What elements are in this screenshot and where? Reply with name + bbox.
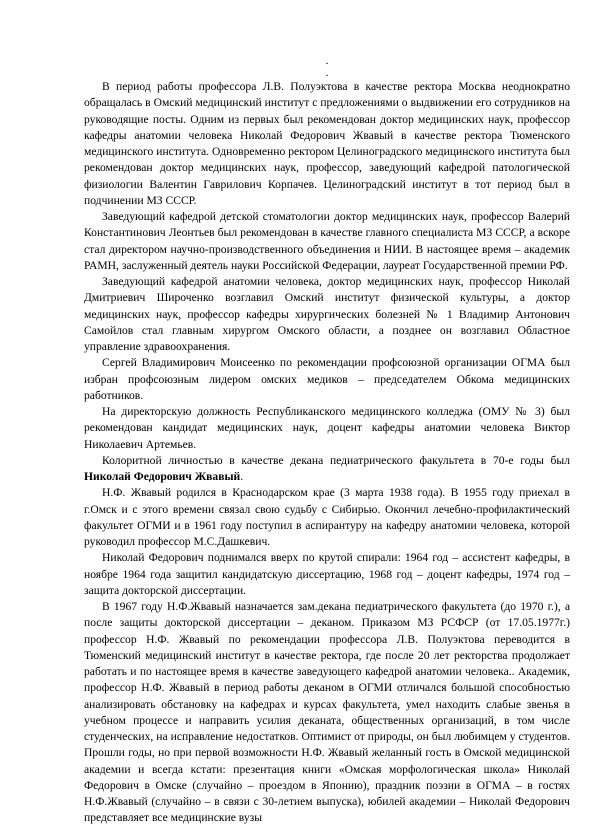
document-page [84,55,570,827]
paragraph-9: В 1967 году Н.Ф.Жвавый назначается зам.декана педиатрического факультета (до 1970 г.), а после защиты докторской диссертации – деканом. Приказом МЗ РСФСР (от 17.05.1977г.) профессор Н.Ф. Жвавый по рекомендации профессора Л.В. Полуэктова переводится в Тюменский медицинский институт в качестве ректора, где после 20 лет ректорства продолжает работать и по настоящее время в качестве заведующего кафедрой анатомии человека.. Академик, профессор Н.Ф. Жвавый в период работы деканом в ОГМИ отличался большой способностью анализировать обстановку на кафедрах и курсах факультета, умел находить слабые звенья в учебном процессе и направить усилия деканата, общественных организаций, в том числе студенческих, на исправление недостатков. Оптимист от природы, он был любимцем у студентов. Прошли годы, но при первой возможности Н.Ф. Жвавый желанный гость в Омской медицинской академии и всегда кстати: презентация книги «Омская морфологическая школа» Николай Федорович в Омске (случайно – проездом в Японию), праздник поэзии в ОГМА – в гостях Н.Ф.Жвавый (случайно – в связи с 30-летием выпуска), юбилей академии – Николай Федорович представляет все медицинские вузы [84,600,570,825]
paragraph-5: На директорскую должность Республиканского медицинского колледжа (ОМУ № 3) был рекомендован кандидат медицинских наук, доцент кафедры анатомии человека Виктор Николаевич Артемьев. [84,405,570,451]
paragraph-7: Н.Ф. Жвавый родился в Краснодарском крае (3 марта 1938 года). В 1955 году приехал в г.Омск и с этого времени связал свою судьбу с Сибирью. Окончил лечебно-профилактический факультет ОГМИ и в 1961 году поступил в аспирантуру на кафедру анатомии человека, которой руководил профессор М.С.Дашкевич. [84,486,570,548]
paragraph-6-tail: . [240,470,244,483]
paragraph-6-lead: Колоритной личностью в качестве декана педиатрического факультета в 70-е годы был [102,453,570,467]
header-dot-1: . [325,55,329,67]
paragraph-2: Заведующий кафедрой детской стоматологии доктор медицинских наук, профессор Валерий Константинович Леонтьев был рекомендован в качестве главного специалиста МЗ СССР, а вскоре стал директором научно-производственного объединения и НИИ. В настоящее время – академик РАМН, заслуженный деятель науки Российской Федерации, лауреат Государственной премии РФ. [84,210,570,272]
paragraph-8: Николай Федорович поднимался вверх по крутой спирали: 1964 год – ассистент кафедры, в ноябре 1964 года защитил кандидатскую диссертацию, 1968 год – доцент кафедры, 1974 год – защита докторской диссертации. [84,551,570,597]
paragraph-1: В период работы профессора Л.В. Полуэктова в качестве ректора Москва неоднократно обращалась в Омский медицинский институт с предложениями о выдвижении его сотрудников на руководящие посты. Одним из первых был рекомендован доктор медицинских наук, профессор кафедры анатомии человека Николай Федорович Жвавый в качестве ректора Тюменского медицинского института. Одновременно ректором Целиноградского медицинского института был рекомендован доктор медицинских наук, профессор, заведующий кафедрой патологической физиологии Валентин Гаврилович Корпачев. Целиноградский институт в тот период был в подчинении МЗ СССР. [84,80,570,207]
paragraph-4: Сергей Владимирович Моисеенко по рекомендации профсоюзной организации ОГМА был избран профсоюзным лидером омских медиков – председателем Обкома медицинских работников. [84,356,570,402]
highlighted-name: Николай Федорович Жвавый [84,470,241,483]
header-dot-2: . [325,67,329,79]
paragraph-6 [84,453,570,486]
paragraph-3: Заведующий кафедрой анатомии человека, доктор медицинских наук, профессор Николай Дмитриевич Широченко возглавил Омский институт физической культуры, а доктор медицинских наук, профессор кафедры хирургических болезней № 1 Владимир Антонович Самойлов стал главным хирургом Омского области, а позднее он возглавил Областное управление здравоохранения. [84,275,570,353]
